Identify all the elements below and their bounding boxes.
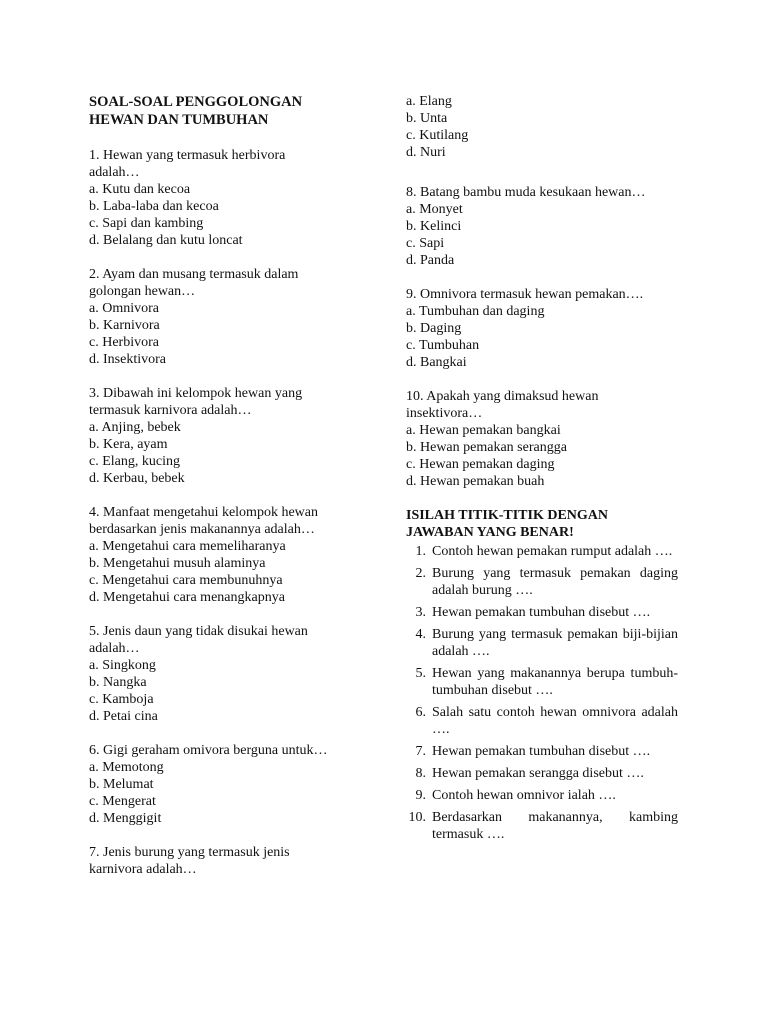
option: c. Sapi dan kambing (89, 216, 204, 231)
question-block (89, 147, 339, 249)
option: a. Hewan pemakan bangkai (406, 423, 561, 438)
option: d. Kerbau, bebek (89, 471, 185, 486)
question-7-options (406, 93, 678, 161)
option: d. Hewan pemakan buah (406, 474, 545, 489)
question-block (89, 742, 339, 827)
fill-title-line-2: JAWABAN YANG BENAR! (406, 525, 574, 540)
fill-item (406, 565, 678, 599)
question-text: 1. Hewan yang termasuk herbivora adalah… (89, 148, 286, 180)
option: d. Bangkai (406, 355, 467, 370)
option: b. Karnivora (89, 318, 160, 333)
question-text: 5. Jenis daun yang tidak disukai hewan adalah… (89, 624, 308, 656)
question-block (89, 504, 339, 606)
option: a. Anjing, bebek (89, 420, 181, 435)
fill-item (406, 809, 678, 843)
option: b. Unta (406, 111, 448, 126)
left-question-list (89, 147, 339, 878)
question-text: 3. Dibawah ini kelompok hewan yang termasuk karnivora adalah… (89, 386, 303, 418)
fill-item-number: 6. (415, 705, 426, 720)
fill-item-number: 4. (415, 627, 426, 642)
question-text: 6. Gigi geraham omivora berguna untuk… (89, 743, 328, 758)
question-block (406, 388, 678, 490)
question-block (406, 184, 678, 269)
fill-item (406, 604, 678, 621)
fill-item-number: 5. (415, 666, 426, 681)
fill-item (406, 704, 678, 738)
fill-item (406, 626, 678, 660)
fill-item-text: Berdasarkan makanannya, kambing termasuk …. (432, 810, 678, 842)
fill-item-number: 3. (415, 605, 426, 620)
option: a. Elang (406, 94, 452, 109)
option: a. Kutu dan kecoa (89, 182, 191, 197)
page-title (89, 93, 339, 129)
fill-item-number: 8. (415, 766, 426, 781)
option: a. Omnivora (89, 301, 159, 316)
question-block (89, 266, 339, 368)
option: c. Tumbuhan (406, 338, 480, 353)
question-block (89, 623, 339, 725)
question-text: 9. Omnivora termasuk hewan pemakan…. (406, 287, 644, 302)
fill-item-text: Hewan yang makanannya berupa tumbuh-tumbuhan disebut …. (432, 666, 678, 698)
fill-item-number: 1. (415, 544, 426, 559)
question-block (89, 844, 339, 878)
fill-item-text: Contoh hewan omnivor ialah …. (432, 788, 616, 803)
question-text: 8. Batang bambu muda kesukaan hewan… (406, 185, 646, 200)
fill-item-text: Salah satu contoh hewan omnivora adalah …. (432, 705, 678, 737)
fill-section-title (406, 507, 678, 541)
fill-item-number: 10. (408, 810, 426, 825)
option: d. Mengetahui cara menangkapnya (89, 590, 285, 605)
option: b. Hewan pemakan serangga (406, 440, 567, 455)
question-block (89, 385, 339, 487)
option: d. Belalang dan kutu loncat (89, 233, 243, 248)
option: c. Sapi (406, 236, 445, 251)
option: b. Melumat (89, 777, 154, 792)
fill-item-text: Burung yang termasuk pemakan biji-bijian adalah …. (432, 627, 678, 659)
option: b. Laba-laba dan kecoa (89, 199, 219, 214)
question-text: 10. Apakah yang dimaksud hewan insektivora… (406, 389, 599, 421)
right-question-list (406, 184, 678, 490)
fill-item-number: 7. (415, 744, 426, 759)
option: a. Tumbuhan dan daging (406, 304, 545, 319)
fill-title-line-1: ISILAH TITIK-TITIK DENGAN (406, 508, 609, 523)
question-block (406, 286, 678, 371)
option: b. Daging (406, 321, 462, 336)
option: c. Kutilang (406, 128, 469, 143)
option: b. Kera, ayam (89, 437, 168, 452)
option: d. Menggigit (89, 811, 162, 826)
option: b. Mengetahui musuh alaminya (89, 556, 266, 571)
left-column (89, 93, 339, 895)
option: d. Nuri (406, 145, 446, 160)
option: c. Mengerat (89, 794, 156, 809)
title-line-2: HEWAN DAN TUMBUHAN (89, 112, 269, 128)
fill-item (406, 665, 678, 699)
fill-item-number: 9. (415, 788, 426, 803)
right-column (406, 93, 678, 848)
fill-in-list (406, 543, 678, 843)
question-text: 7. Jenis burung yang termasuk jenis karnivora adalah… (89, 845, 290, 877)
title-line-1: SOAL-SOAL PENGGOLONGAN (89, 94, 303, 110)
fill-item (406, 743, 678, 760)
question-text: 2. Ayam dan musang termasuk dalam golongan hewan… (89, 267, 299, 299)
option: d. Petai cina (89, 709, 158, 724)
question-text: 4. Manfaat mengetahui kelompok hewan berdasarkan jenis makanannya adalah… (89, 505, 318, 537)
fill-item-text: Contoh hewan pemakan rumput adalah …. (432, 544, 673, 559)
option: a. Mengetahui cara memeliharanya (89, 539, 286, 554)
fill-item-number: 2. (415, 566, 426, 581)
option: a. Monyet (406, 202, 463, 217)
option: c. Kamboja (89, 692, 154, 707)
fill-item-text: Hewan pemakan tumbuhan disebut …. (432, 605, 651, 620)
option: c. Hewan pemakan daging (406, 457, 555, 472)
option: a. Singkong (89, 658, 156, 673)
fill-item (406, 765, 678, 782)
fill-item (406, 787, 678, 804)
option: d. Insektivora (89, 352, 166, 367)
fill-item-text: Hewan pemakan tumbuhan disebut …. (432, 744, 651, 759)
option: b. Kelinci (406, 219, 462, 234)
option: c. Herbivora (89, 335, 159, 350)
option: d. Panda (406, 253, 455, 268)
option: a. Memotong (89, 760, 164, 775)
fill-item (406, 543, 678, 560)
fill-item-text: Burung yang termasuk pemakan daging adalah burung …. (432, 566, 678, 598)
fill-item-text: Hewan pemakan serangga disebut …. (432, 766, 644, 781)
option: c. Elang, kucing (89, 454, 180, 469)
option: c. Mengetahui cara membunuhnya (89, 573, 283, 588)
option: b. Nangka (89, 675, 147, 690)
